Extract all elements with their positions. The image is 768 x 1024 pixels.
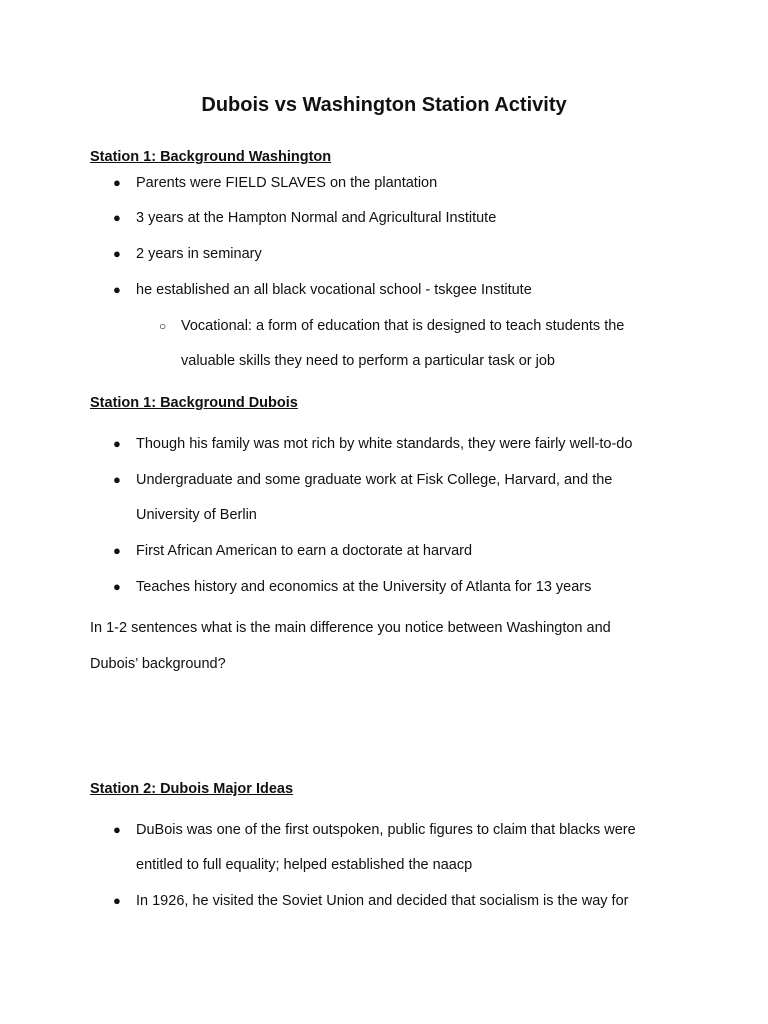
- bullet-icon: ●: [113, 579, 121, 594]
- bullet-icon: ●: [113, 436, 121, 451]
- list-item-continued: entitled to full equality; helped established the naacp: [136, 857, 473, 873]
- list-item: Parents were FIELD SLAVES on the plantation: [136, 175, 438, 191]
- bullet-icon: ●: [113, 175, 121, 190]
- list-item: Undergraduate and some graduate work at Fisk College, Harvard, and the: [136, 472, 613, 488]
- list-item: DuBois was one of the first outspoken, public figures to claim that blacks were: [136, 822, 636, 838]
- question-text-continued: Dubois’ background?: [90, 656, 226, 672]
- sub-list-item-continued: valuable skills they need to perform a particular task or job: [181, 353, 555, 369]
- question-text: In 1-2 sentences what is the main difference you notice between Washington and: [90, 620, 611, 636]
- bullet-icon: ●: [113, 246, 121, 261]
- sub-list-item: Vocational: a form of education that is designed to teach students the: [181, 318, 625, 334]
- station2-dubois-heading: Station 2: Dubois Major Ideas: [90, 781, 294, 797]
- bullet-icon: ●: [113, 472, 121, 487]
- bullet-icon: ●: [113, 543, 121, 558]
- bullet-icon: ●: [113, 210, 121, 225]
- bullet-icon: ●: [113, 893, 121, 908]
- list-item: First African American to earn a doctorate at harvard: [136, 543, 473, 559]
- station1-dubois-heading: Station 1: Background Dubois: [90, 395, 298, 411]
- list-item: he established an all black vocational school - tskgee Institute: [136, 282, 532, 298]
- document-title: Dubois vs Washington Station Activity: [201, 94, 567, 116]
- station1-washington-heading: Station 1: Background Washington: [90, 149, 332, 165]
- list-item: Though his family was mot rich by white standards, they were fairly well-to-do: [136, 436, 633, 452]
- list-item: 2 years in seminary: [136, 246, 262, 262]
- list-item: In 1926, he visited the Soviet Union and decided that socialism is the way for: [136, 893, 629, 909]
- list-item: Teaches history and economics at the University of Atlanta for 13 years: [136, 579, 592, 595]
- bullet-icon: ●: [113, 282, 121, 297]
- sub-bullet-icon: ○: [159, 319, 167, 333]
- list-item: 3 years at the Hampton Normal and Agricultural Institute: [136, 210, 497, 226]
- list-item-continued: University of Berlin: [136, 507, 257, 523]
- bullet-icon: ●: [113, 822, 121, 837]
